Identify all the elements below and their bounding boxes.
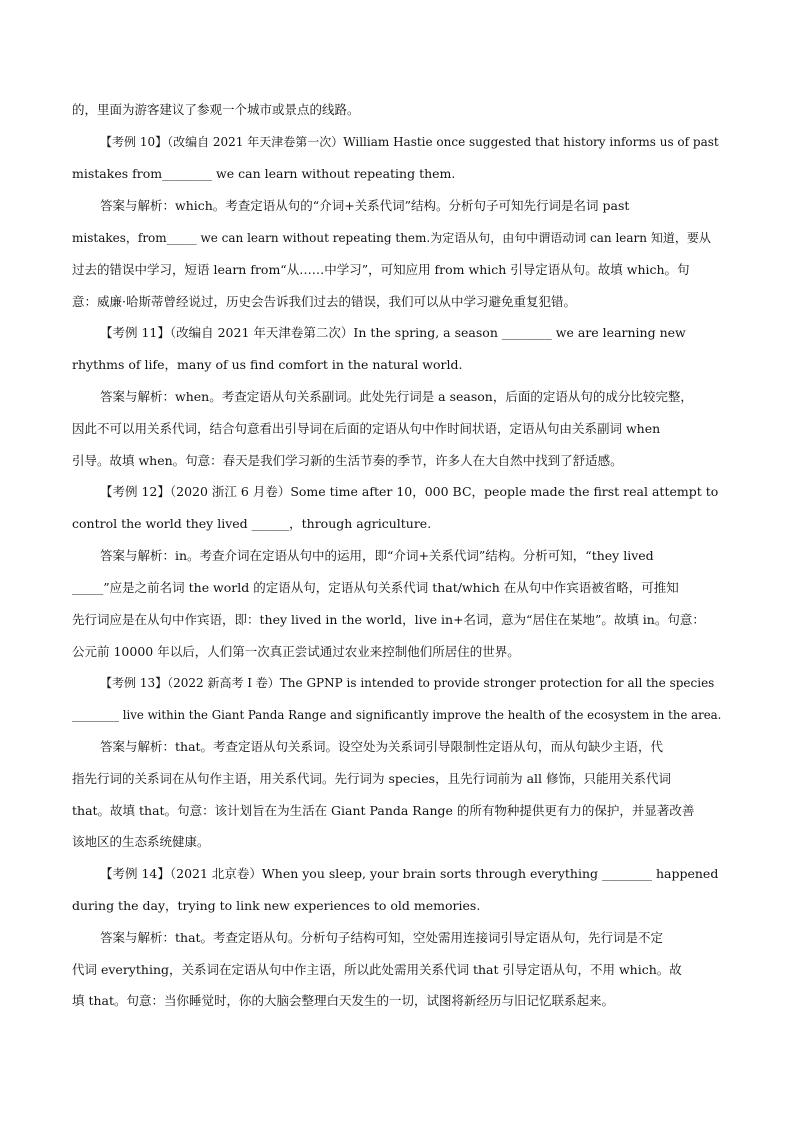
text-line: 的，里面为游客建议了参观一个城市或景点的线路。 xyxy=(72,102,360,117)
text-line: _____”应是之前名词 the world 的定语从句，定语从句关系代词 that/which 在从句中作宾语被省略，可推知 xyxy=(72,580,679,595)
text-line: rhythms of life，many of us find comfort in the natural world. xyxy=(72,357,463,372)
text-line: control the world they lived ______，through agriculture. xyxy=(72,516,432,531)
text-line: 填 that。句意：当你睡觉时，你的大脑会整理白天发生的一切，试图将新经历与旧记忆联系起来。 xyxy=(72,993,615,1008)
text-line: 过去的错误中学习，短语 learn from“从……中学习”，可知应用 from which 引导定语从句。故填 which。句 xyxy=(72,262,690,277)
answer-line: 答案与解析：that。考查定语从句。分析句子结构可知，空处需用连接词引导定语从句，先行词是不定 xyxy=(100,930,664,945)
example-heading: 【考例 10】（改编自 2021 年天津卷第一次）William Hastie once suggested that history informs us of past xyxy=(100,135,719,149)
answer-line: 答案与解析：when。考查定语从句关系副词。此处先行词是 a season，后面的定语从句的成分比较完整， xyxy=(100,389,693,404)
text-line: 该地区的生态系统健康。 xyxy=(72,834,210,849)
text-line: 因此不可以用关系代词，结合句意看出引导词在后面的定语从句中作时间状语，定语从句由关系副词 when xyxy=(72,421,661,436)
text-line: that。故填 that。句意：该计划旨在为生活在 Giant Panda Range 的所有物种提供更有力的保护，并显著改善 xyxy=(72,803,695,818)
answer-line: 答案与解析：which。考查定语从句的“介词+关系代词”结构。分析句子可知先行词是名词 past xyxy=(100,198,630,213)
example-heading: 【考例 12】（2020 浙江 6 月卷）Some time after 10，000 BC，people made the first real attempt to xyxy=(100,484,719,499)
example-heading: 【考例 13】（2022 新高考 I 卷）The GPNP is intended to provide stronger protection for all the species xyxy=(100,676,715,690)
text-line: 意：威廉·哈斯蒂曾经说过，历史会告诉我们过去的错误，我们可以从中学习避免重复犯错。 xyxy=(72,294,576,309)
text-line: 先行词应是在从句中作宾语，即：they lived in the world，live in+名词，意为“居住在某地”。故填 in。句意： xyxy=(72,612,705,627)
text-line: ________ live within the Giant Panda Range and significantly improve the health of the ecosystem in the area. xyxy=(72,708,722,722)
text-line: mistakes，from_____ we can learn without repeating them.为定语从句，由句中谓语动词 can learn 知道，要从 xyxy=(72,231,711,245)
text-line: 引导。故填 when。句意：春天是我们学习新的生活节奏的季节，许多人在大自然中找到了舒适感。 xyxy=(72,453,623,468)
text-line: 代词 everything，关系词在定语从句中作主语，所以此处需用关系代词 that 引导定语从句，不用 which。故 xyxy=(72,962,682,977)
text-line: 公元前 10000 年以后，人们第一次真正尝试通过农业来控制他们所居住的世界。 xyxy=(72,644,520,659)
text-line: during the day，trying to link new experiences to old memories. xyxy=(72,898,481,913)
text-line: 指先行词的关系词在从句作主语，用关系代词。先行词为 species，且先行词前为 all 修饰，只能用关系代词 xyxy=(72,771,671,786)
example-heading: 【考例 14】（2021 北京卷）When you sleep, your brain sorts through everything ________ happened xyxy=(100,866,719,881)
text-line: mistakes from________ we can learn without repeating them. xyxy=(72,166,456,181)
example-heading: 【考例 11】（改编自 2021 年天津卷第二次）In the spring, a season ________ we are learning new xyxy=(100,325,686,340)
answer-line: 答案与解析：in。考查介词在定语从句中的运用，即“介词+关系代词”结构。分析可知，“they lived xyxy=(100,548,654,563)
answer-line: 答案与解析：that。考查定语从句关系词。设空处为关系词引导限制性定语从句，而从句缺少主语，代 xyxy=(100,739,664,754)
